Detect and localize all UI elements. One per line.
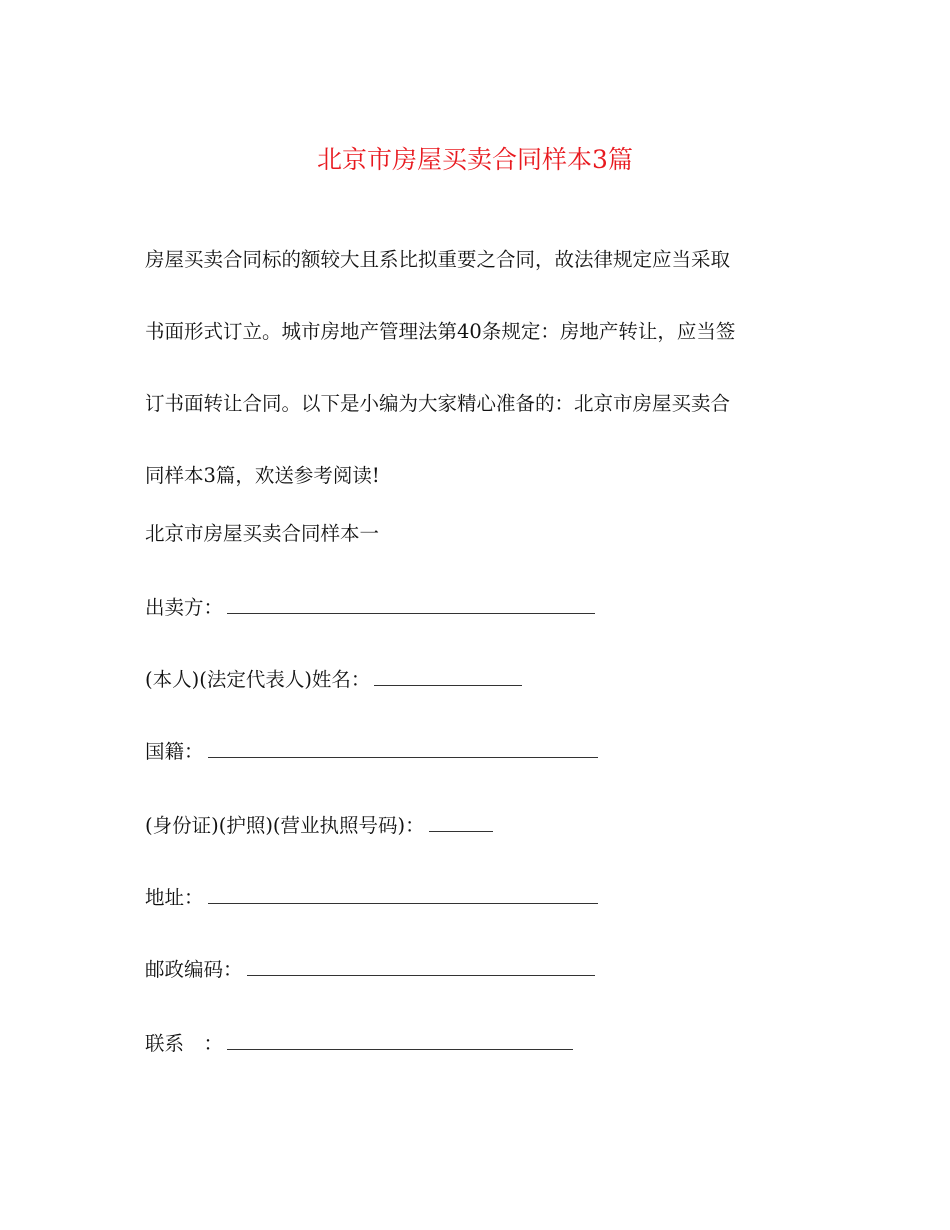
intro-line: 同样本3篇，欢送参考阅读! — [145, 464, 380, 487]
contact-blank[interactable] — [227, 1025, 573, 1050]
section-heading: 北京市房屋买卖合同样本一 — [145, 522, 380, 545]
intro-line: 房屋买卖合同标的额较大且系比拟重要之合同，故法律规定应当采取 — [145, 248, 731, 271]
address-label: 地址： — [145, 886, 204, 909]
postal-code-field — [145, 950, 595, 990]
id-number-blank[interactable] — [429, 807, 493, 832]
seller-field — [145, 588, 595, 628]
postal-code-label: 邮政编码： — [145, 958, 243, 981]
document-title: 北京市房屋买卖合同样本3篇 — [317, 145, 633, 174]
address-field — [145, 878, 598, 918]
seller-blank[interactable] — [227, 589, 595, 614]
postal-code-blank[interactable] — [247, 951, 595, 976]
id-number-label: (身份证)(护照)(营业执照号码)： — [145, 814, 425, 837]
intro-paragraph — [145, 224, 805, 512]
contact-field — [145, 1024, 573, 1064]
contact-label: 联系 ： — [145, 1032, 224, 1055]
name-label: (本人)(法定代表人)姓名： — [145, 668, 371, 691]
name-blank[interactable] — [374, 661, 522, 686]
address-blank[interactable] — [208, 879, 598, 904]
seller-label: 出卖方： — [145, 596, 224, 619]
nationality-field — [145, 732, 598, 772]
nationality-label: 国籍： — [145, 740, 204, 763]
nationality-blank[interactable] — [208, 733, 598, 758]
id-number-field — [145, 806, 493, 846]
intro-line: 订书面转让合同。以下是小编为大家精心准备的：北京市房屋买卖合 — [145, 392, 731, 415]
intro-line: 书面形式订立。城市房地产管理法第40条规定：房地产转让，应当签 — [145, 320, 736, 343]
name-field — [145, 660, 522, 700]
